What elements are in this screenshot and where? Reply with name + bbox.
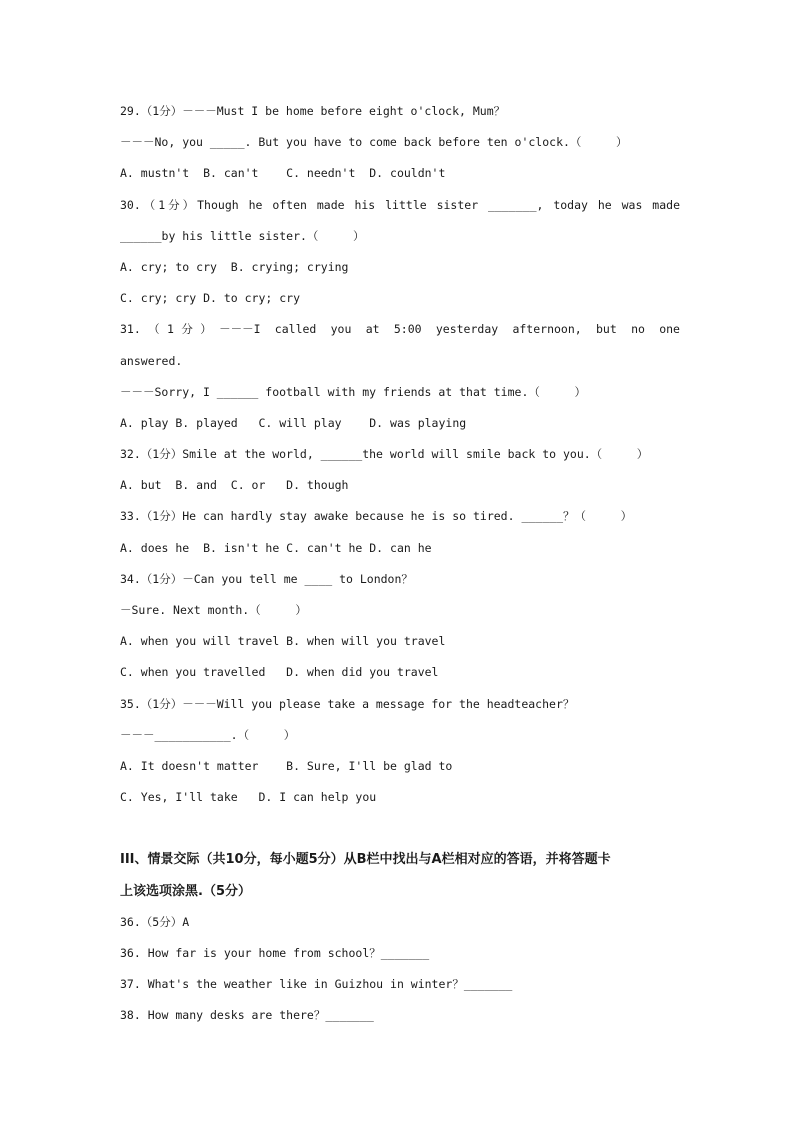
- q31-options: A. play B. played C. will play D. was playing: [120, 415, 467, 430]
- q32-stem: 32.（1分）Smile at the world, ______the world will smile back to you.（ ）: [120, 447, 649, 462]
- q29-stem: 29.（1分）－－－Must I be home before eight o'clock, Mum？: [120, 104, 506, 118]
- q33-options: A. does he B. isn't he C. can't he D. can he: [120, 540, 432, 555]
- exam-page: [120, 96, 680, 1031]
- list-item-38: 38. How many desks are there？_______: [120, 1008, 374, 1023]
- q31-stem-continued: answered.: [120, 353, 183, 368]
- q34-options-ab: A. when you will travel B. when will you travel: [120, 634, 446, 649]
- section-3-heading: III、情景交际（共10分，每小题5分）从B栏中找出与A栏相对应的答语，并将答题卡: [120, 852, 611, 868]
- q30-options-cd: C. cry; cry D. to cry; cry: [120, 291, 301, 306]
- q35-dialogue: －－－___________.（ ）: [120, 727, 296, 742]
- q32-options: A. but B. and C. or D. though: [120, 478, 349, 493]
- q35-options-cd: C. Yes, I'll take D. I can help you: [120, 790, 377, 805]
- q34-stem: 34.（1分）－Can you tell me ____ to London？: [120, 571, 413, 586]
- q29-dialogue: －－－No, you _____. But you have to come back before ten o'clock.（ ）: [120, 135, 628, 150]
- q31-stem: 31.（1分）－－－I called you at 5:00 yesterday afternoon, but no one: [120, 322, 680, 337]
- q30-stem-continued: ______by his little sister.（ ）: [120, 228, 365, 243]
- q36-header: 36.（5分）A: [120, 914, 190, 929]
- q30-options-ab: A. cry; to cry B. crying; crying: [120, 259, 349, 274]
- list-item-37: 37. What's the weather like in Guizhou in winter？_______: [120, 977, 513, 992]
- q35-options-ab: A. It doesn't matter B. Sure, I'll be glad to: [120, 758, 453, 773]
- q34-dialogue: －Sure. Next month.（ ）: [120, 603, 307, 617]
- q34-options-cd: C. when you travelled D. when did you travel: [120, 665, 439, 680]
- section-spacer: [120, 813, 680, 844]
- q33-stem: 33.（1分）He can hardly stay awake because he is so tired. ______？（ ）: [120, 509, 633, 524]
- q35-stem: 35.（1分）－－－Will you please take a message for the headteacher？: [120, 696, 575, 711]
- section-3-heading-continued: 上该选项涂黑.（5分）: [120, 883, 251, 899]
- list-item-36: 36. How far is your home from school？_______: [120, 945, 430, 960]
- q31-dialogue: －－－Sorry, I ______ football with my friends at that time.（ ）: [120, 384, 586, 399]
- q29-options: A. mustn't B. can't C. needn't D. couldn't: [120, 166, 446, 181]
- q30-stem: 30.（1分）Though he often made his little sister _______, today he was made: [120, 197, 680, 212]
